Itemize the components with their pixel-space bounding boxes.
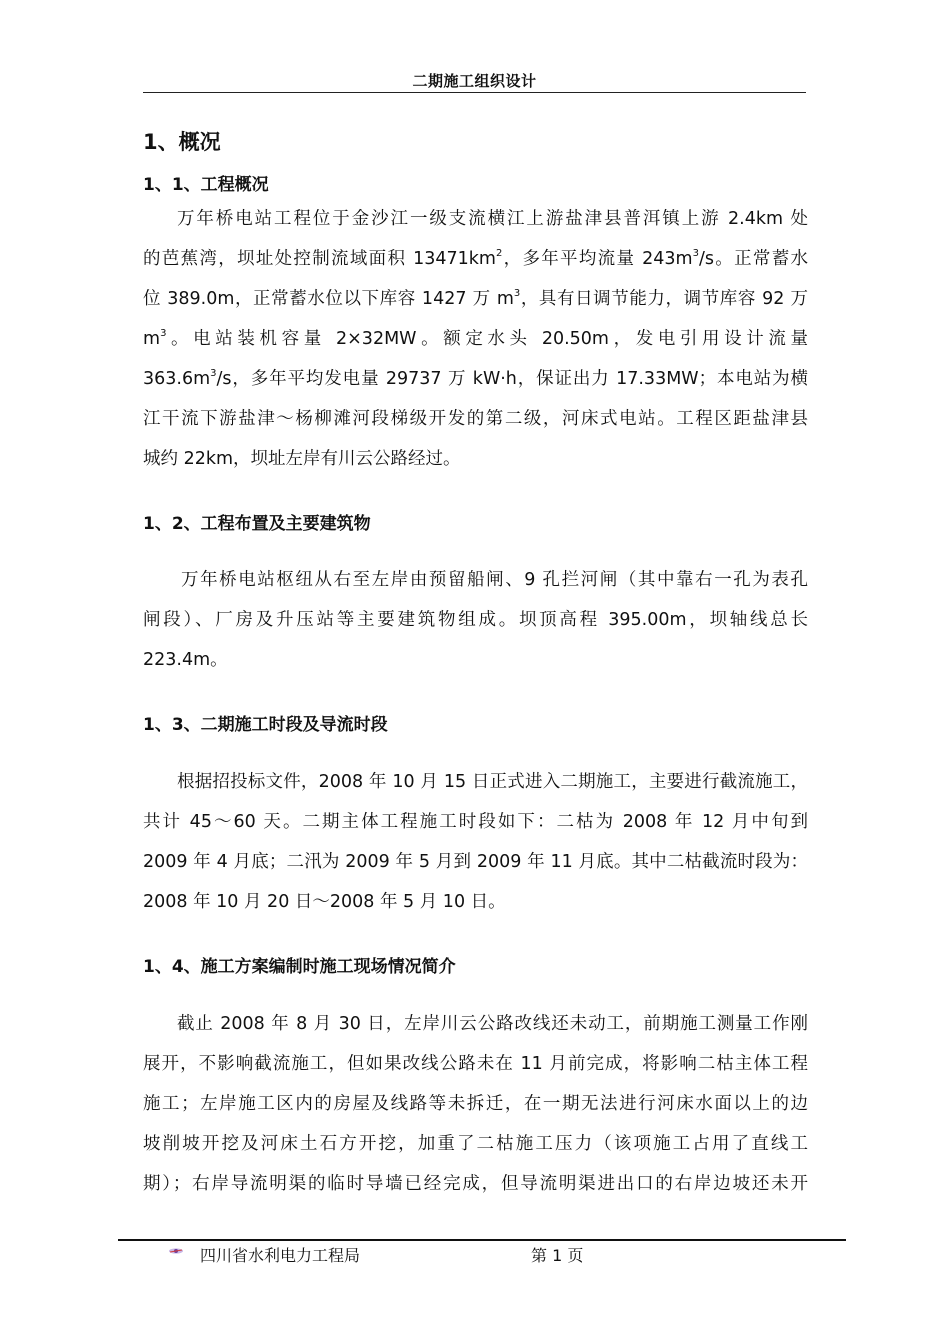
company-logo-icon	[168, 1246, 184, 1256]
header-divider	[143, 92, 806, 93]
paragraph-line: $363.6m^3/s$，多年平均发电量 29737 万 kW·h，保证出力 17.33MW；本电站为横	[143, 368, 808, 389]
paragraph-line: 坡削坡开挖及河床土石方开挖，加重了二枯施工压力（该项施工占用了直线工	[143, 1134, 808, 1154]
paragraph-line: 223.4m。	[143, 650, 228, 670]
section-1-3-paragraph	[143, 762, 808, 922]
footer-page-number: 第 1 页	[531, 1246, 584, 1265]
section-1-2-paragraph	[143, 560, 808, 680]
paragraph-line: 闸段）、厂房及升压站等主要建筑物组成。坝顶高程 395.00m，坝轴线总长	[143, 610, 808, 630]
paragraph-line: 2008 年 10 月 20 日～2008 年 5 月 10 日。	[143, 892, 506, 912]
paragraph-line: 位 389.0m，正常蓄水位以下库容 1427 万 $m^3$，具有日调节能力，调节库容 92 万	[143, 288, 808, 309]
paragraph-line: 江干流下游盐津～杨柳滩河段梯级开发的第二级，河床式电站。工程区距盐津县	[143, 409, 808, 429]
section-1-1-paragraph	[143, 199, 808, 479]
paragraph-line: 根据招投标文件，2008 年 10 月 15 日正式进入二期施工，主要进行截流施工，	[177, 772, 808, 792]
paragraph-line: 期）；右岸导流明渠的临时导墙已经完成，但导流明渠进出口的右岸边坡还未开	[143, 1174, 808, 1194]
paragraph-line: 万年桥电站枢纽从右至左岸由预留船闸、9 孔拦河闸（其中靠右一孔为表孔	[181, 570, 808, 590]
footer-divider	[118, 1239, 846, 1241]
paragraph-line: 万年桥电站工程位于金沙江一级支流横江上游盐津县普洱镇上游 2.4km 处	[177, 209, 808, 229]
section-1-heading: 1、概况	[143, 130, 221, 154]
paragraph-line: 的芭蕉湾，坝址处控制流域面积 $13471km^2$，多年平均流量 $243m^3/s$。正常蓄水	[143, 248, 808, 269]
section-1-4-heading: 1、4、施工方案编制时施工现场情况简介	[143, 957, 456, 977]
page-header-title: 二期施工组织设计	[412, 72, 537, 90]
section-1-2-heading: 1、2、工程布置及主要建筑物	[143, 514, 371, 534]
paragraph-line: 展开，不影响截流施工，但如果改线公路未在 11 月前完成，将影响二枯主体工程	[143, 1054, 808, 1074]
section-1-3-heading: 1、3、二期施工时段及导流时段	[143, 715, 388, 735]
paragraph-line: 2009 年 4 月底；二汛为 2009 年 5 月到 2009 年 11 月底。其中二枯截流时段为：	[143, 852, 808, 872]
paragraph-line: 截止 2008 年 8 月 30 日，左岸川云公路改线还未动工，前期施工测量工作刚	[177, 1014, 808, 1034]
section-1-1-heading: 1、1、工程概况	[143, 175, 269, 195]
paragraph-line: 施工；左岸施工区内的房屋及线路等未拆迁，在一期无法进行河床水面以上的边	[143, 1094, 808, 1114]
paragraph-line: 城约 22km，坝址左岸有川云公路经过。	[143, 449, 461, 469]
footer-company-name: 四川省水利电力工程局	[200, 1246, 361, 1265]
paragraph-line: 共计 45～60 天。二期主体工程施工时段如下：二枯为 2008 年 12 月中旬到	[143, 812, 808, 832]
section-1-4-paragraph	[143, 1004, 808, 1204]
paragraph-line: $m^3$。电站装机容量 2×32MW。额定水头 20.50m，发电引用设计流量	[143, 328, 808, 349]
